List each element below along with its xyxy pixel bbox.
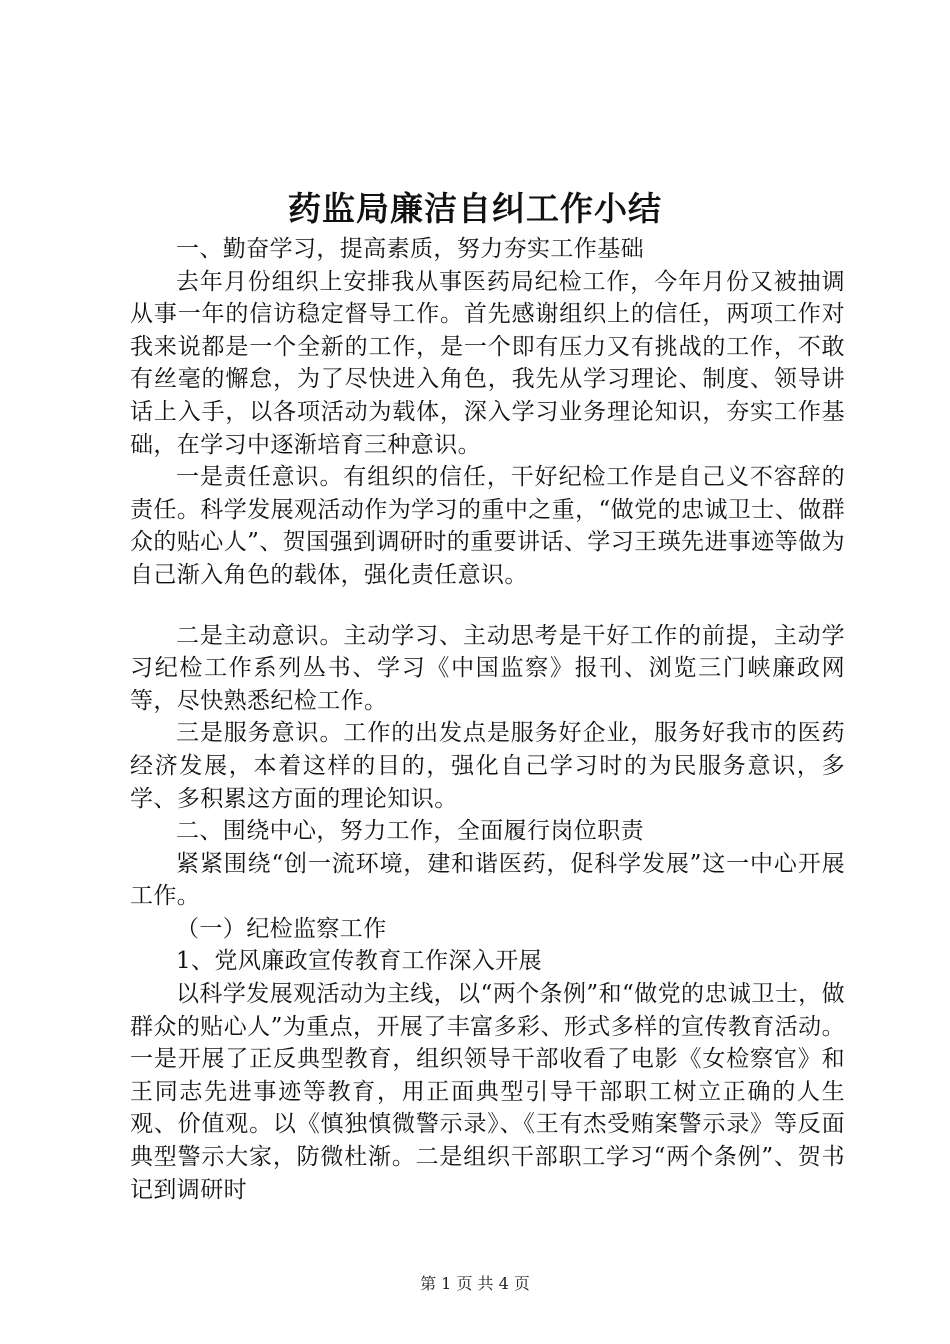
- paragraph: 以科学发展观活动为主线，以“两个条例”和“做党的忠诚卫士，做群众的贴心人”为重点，开展了丰富多彩、形式多样的宣传教育活动。一是开展了正反典型教育，组织领导干部收看了电影《女检察官》和王同志先进事迹等教育，用正面典型引导干部职工树立正确的人生观、价值观。以《慎独慎微警示录》、《王有杰受贿案警示录》等反面典型警示大家，防微杜渐。二是组织干部职工学习“两个条例”、贺书记到调研时: [130, 981, 845, 1203]
- paragraph: 紧紧围绕“创一流环境，建和谐医药，促科学发展”这一中心开展工作。: [130, 850, 845, 910]
- page-number: 第 1 页 共 4 页: [420, 1274, 530, 1293]
- section-heading-2: 二、围绕中心，努力工作，全面履行岗位职责: [176, 818, 644, 845]
- subsection-heading: （一）纪检监察工作: [176, 915, 387, 942]
- paragraph: 去年月份组织上安排我从事医药局纪检工作，今年月份又被抽调从事一年的信访稳定督导工作。首先感谢组织上的信任，两项工作对我来说都是一个全新的工作，是一个即有压力又有挑战的工作，不敢有丝毫的懈怠，为了尽快进入角色，我先从学习理论、制度、领导讲话上入手，以各项活动为载体，深入学习业务理论知识，夯实工作基础，在学习中逐渐培育三种意识。: [130, 268, 845, 458]
- paragraph: 二是主动意识。主动学习、主动思考是干好工作的前提，主动学习纪检工作系列丛书、学习《中国监察》报刊、浏览三门峡廉政网等，尽快熟悉纪检工作。: [130, 622, 845, 714]
- paragraph: 三是服务意识。工作的出发点是服务好企业，服务好我市的医药经济发展，本着这样的目的，强化自己学习时的为民服务意识，多学、多积累这方面的理论知识。: [130, 720, 845, 812]
- paragraph: 一是责任意识。有组织的信任，干好纪检工作是自己义不容辞的责任。科学发展观活动作为学习的重中之重，“做党的忠诚卫士、做群众的贴心人”、贺国强到调研时的重要讲话、学习王瑛先进事迹等做为自己渐入角色的载体，强化责任意识。: [130, 464, 845, 588]
- item-heading: 1、党风廉政宣传教育工作深入开展: [176, 948, 543, 975]
- section-heading-1: 一、勤奋学习，提高素质，努力夯实工作基础: [176, 236, 644, 262]
- document-body: [130, 233, 845, 1206]
- document-title: 药监局廉洁自纠工作小结: [288, 189, 662, 228]
